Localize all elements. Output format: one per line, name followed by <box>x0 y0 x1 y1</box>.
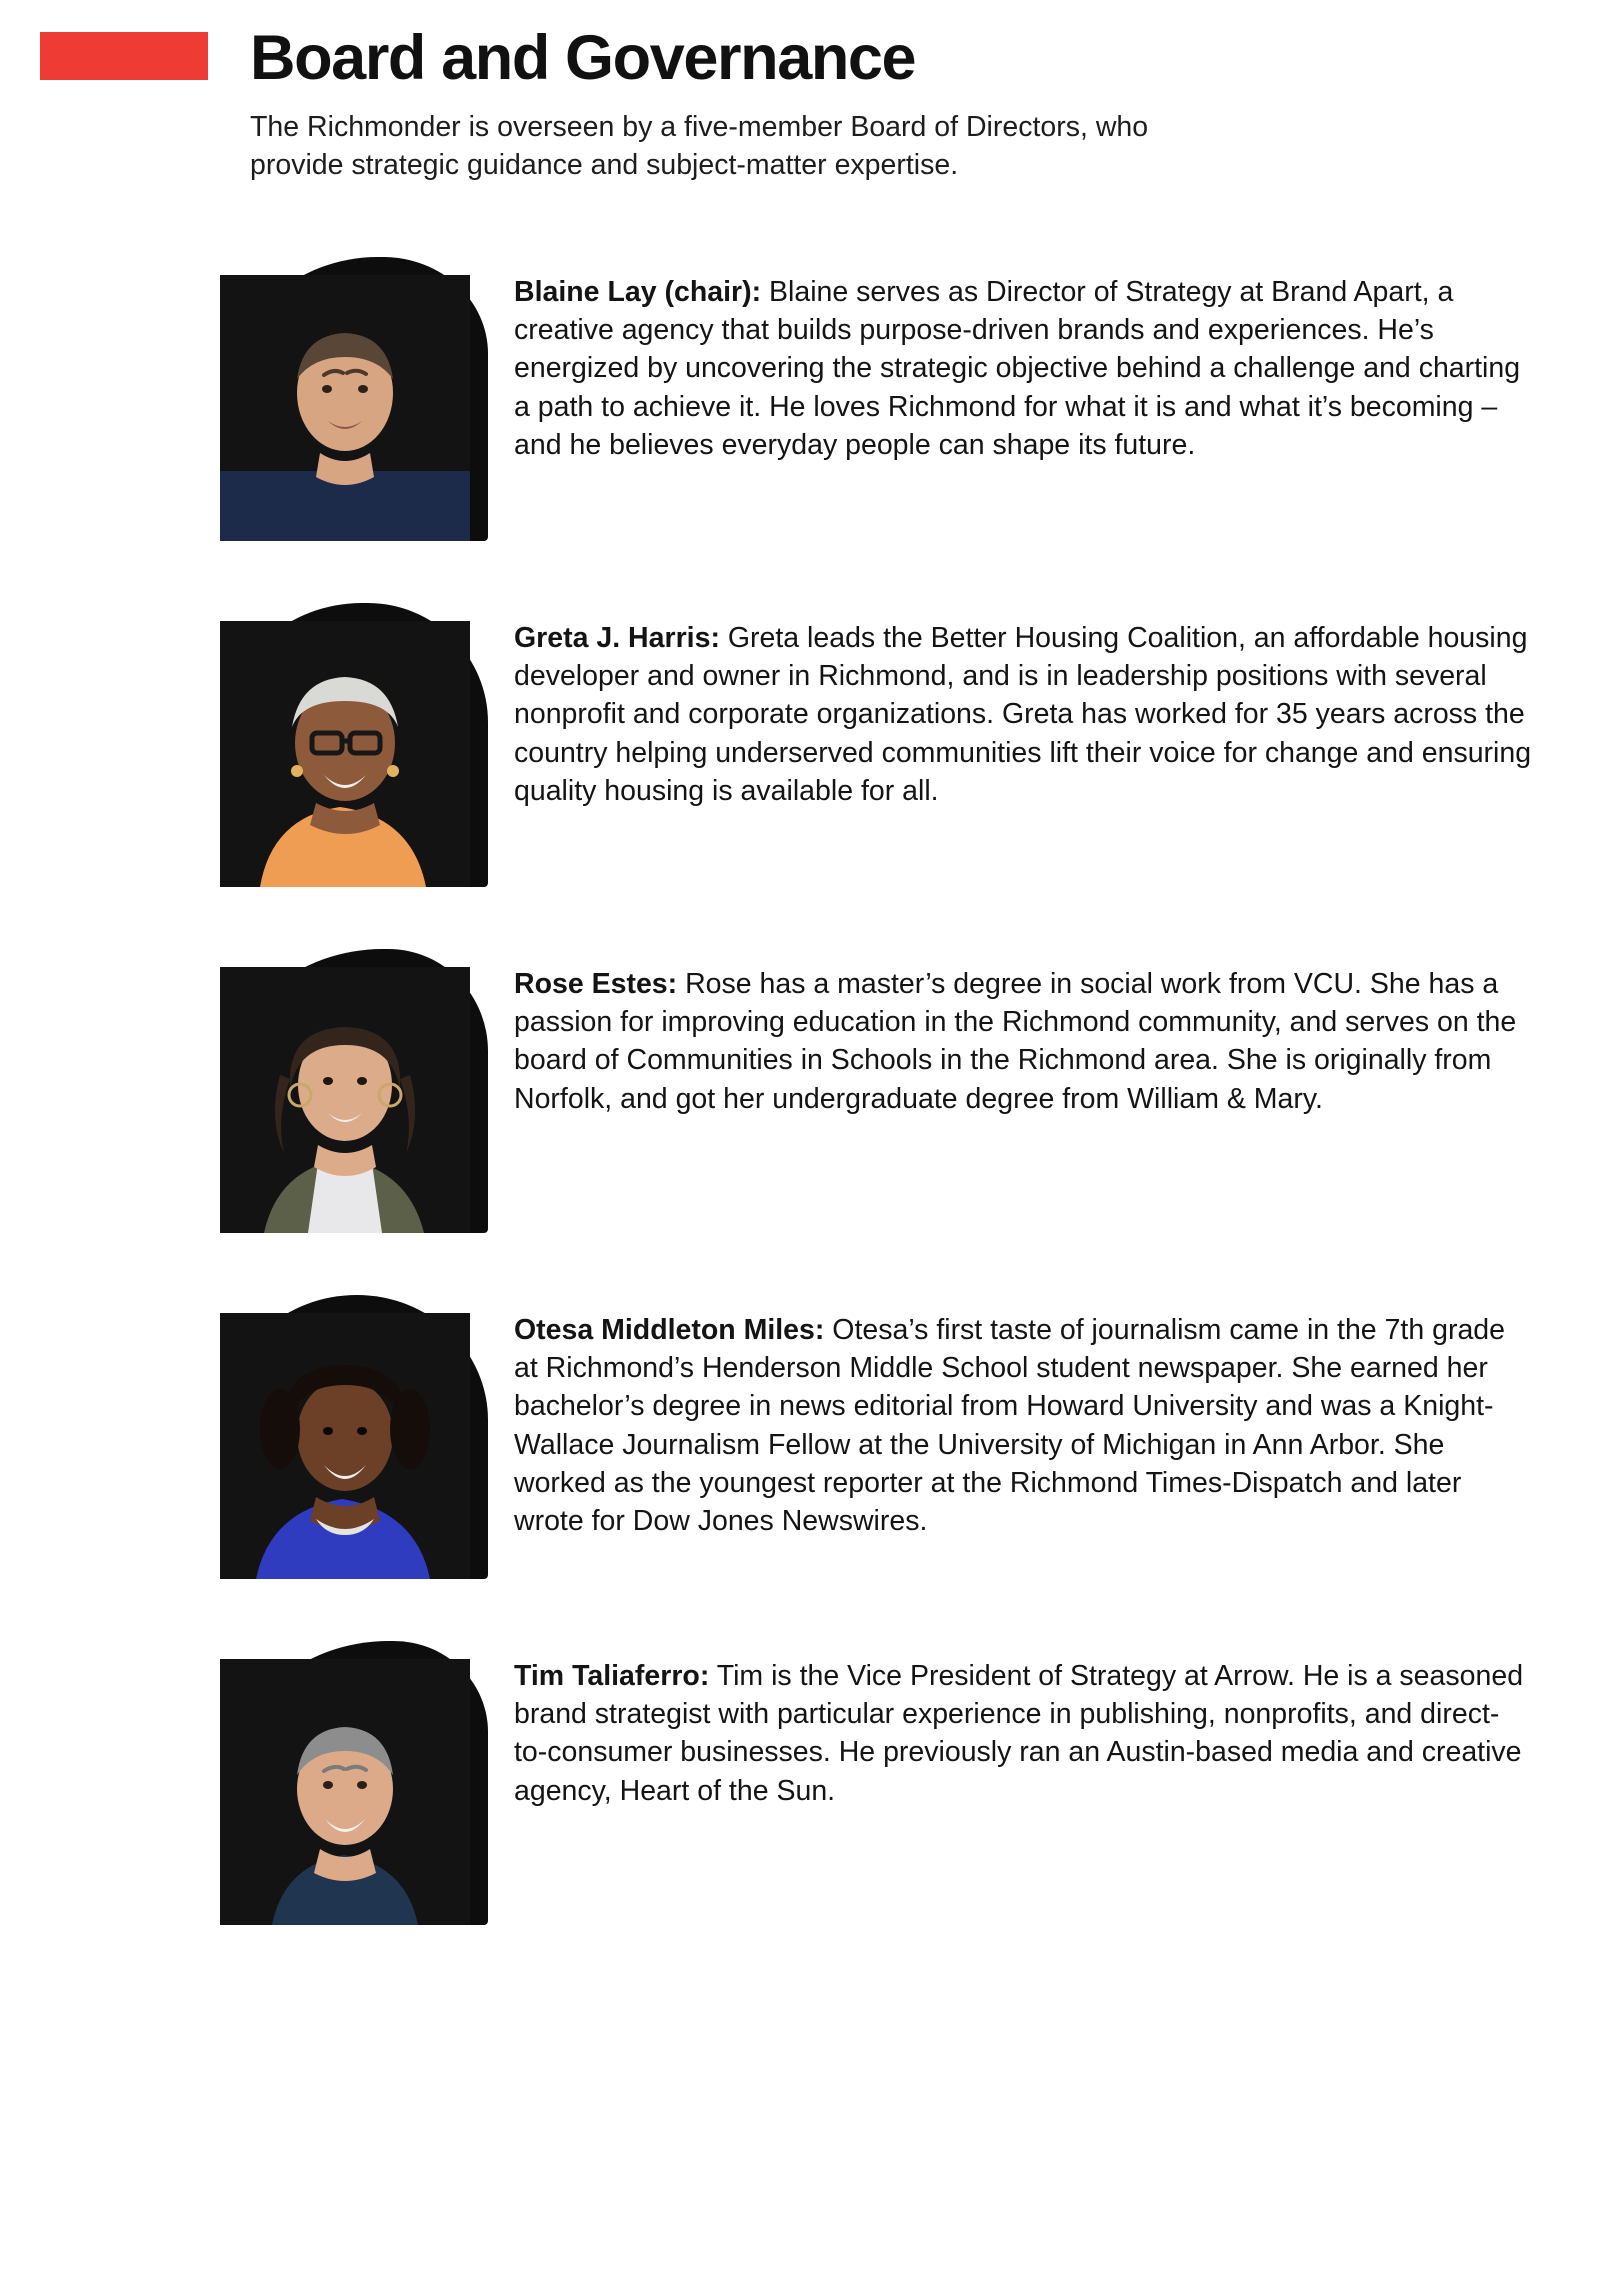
portrait-photo <box>220 275 470 541</box>
page-title: Board and Governance <box>250 23 916 93</box>
accent-bar <box>40 32 208 80</box>
member-bio <box>514 1641 1532 1810</box>
portrait-photo <box>220 621 470 887</box>
member-name: Rose Estes: <box>514 967 678 1000</box>
member-bio <box>514 949 1532 1118</box>
member-bio-text: Tim is the Vice President of Strategy at Arrow. He is a seasoned brand strategist with particular experience in publishing, nonprofits, and direct-to-consumer businesses. He previously ran an Austin-based media and creative agency, Heart of the Sun. <box>514 1659 1524 1807</box>
portrait-photo <box>220 1313 470 1579</box>
avatar <box>220 603 488 887</box>
member-bio <box>514 1295 1532 1541</box>
member-bio-text: Blaine serves as Director of Strategy at Brand Apart, a creative agency that builds purpose-driven brands and experiences. He’s energized by uncovering the strategic objective behind a challenge and charting a path to achieve it. He loves Richmond for what it is and what it’s becoming – and he believes everyday people can shape its future. <box>514 275 1521 461</box>
list-item <box>220 257 1532 541</box>
member-bio-text: Greta leads the Better Housing Coalition, an affordable housing developer and owner in Richmond, and is in leadership positions with several nonprofit and corporate organizations. Greta has worked for 35 years across the country helping underserved communities lift their voice for change and ensuring quality housing is available for all. <box>514 621 1532 807</box>
page-header <box>0 0 1600 185</box>
avatar <box>220 949 488 1233</box>
list-item <box>220 603 1532 887</box>
member-bio-text: Rose has a master’s degree in social work from VCU. She has a passion for improving education in the Richmond community, and serves on the board of Communities in Schools in the Richmond area. She is originally from Norfolk, and got her undergraduate degree from William & Mary. <box>514 967 1517 1115</box>
portrait-photo <box>220 967 470 1233</box>
member-name: Otesa Middleton Miles: <box>514 1313 825 1346</box>
member-bio <box>514 257 1532 465</box>
avatar <box>220 257 488 541</box>
avatar <box>220 1641 488 1925</box>
list-item <box>220 1295 1532 1579</box>
portrait-photo <box>220 1659 470 1925</box>
member-bio <box>514 603 1532 811</box>
page-subtitle: The Richmonder is overseen by a five-member Board of Directors, who provide strategic guidance and subject-matter expertise. <box>250 110 1149 181</box>
board-member-list <box>0 257 1600 1925</box>
avatar <box>220 1295 488 1579</box>
list-item <box>220 949 1532 1233</box>
list-item <box>220 1641 1532 1925</box>
member-name: Blaine Lay (chair): <box>514 275 762 308</box>
member-name: Tim Taliaferro: <box>514 1659 710 1692</box>
member-name: Greta J. Harris: <box>514 621 720 654</box>
member-bio-text: Otesa’s first taste of journalism came in the 7th grade at Richmond’s Henderson Middle School student newspaper. She earned her bachelor’s degree in news editorial from Howard University and was a Knight-Wallace Journalism Fellow at the University of Michigan in Ann Arbor. She worked as the youngest reporter at the Richmond Times-Dispatch and later wrote for Dow Jones Newswires. <box>514 1313 1506 1538</box>
